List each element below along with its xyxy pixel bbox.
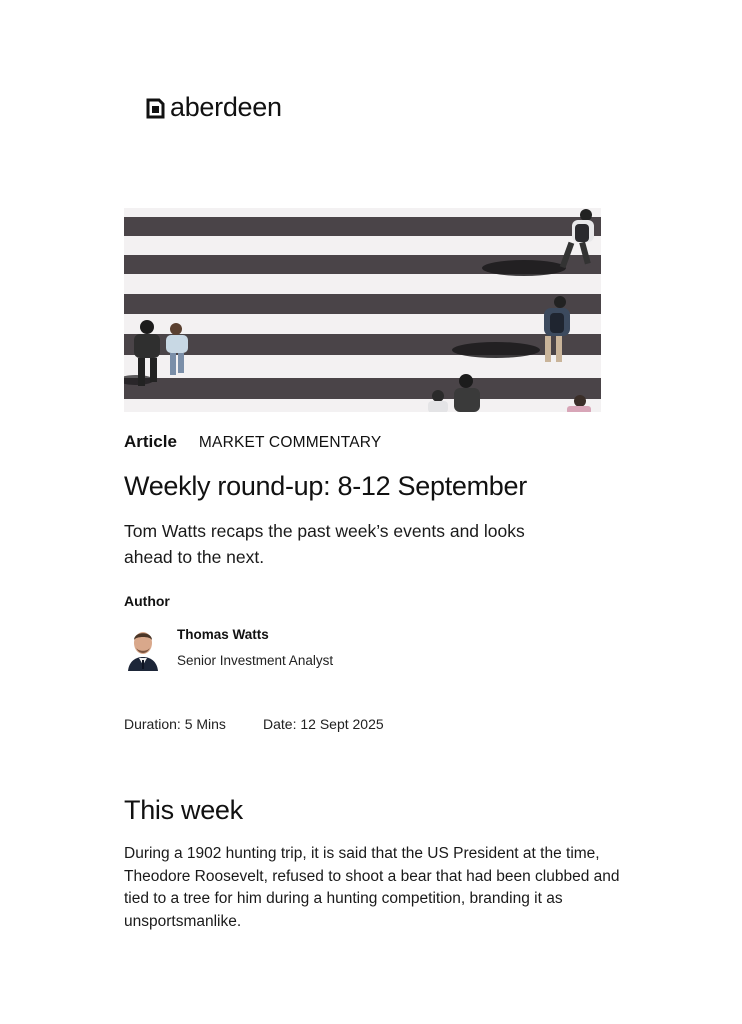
content-type-label: Article xyxy=(124,432,177,451)
author-role: Senior Investment Analyst xyxy=(177,653,334,668)
section-body: During a 1902 hunting trip, it is said that the US President at the time, Theodore Roosevelt, refused to shoot a bear that had been clubbed and tied to a tree for him during a hunting competition, branding it as unsportsmanlike. xyxy=(124,845,620,930)
author-avatar[interactable] xyxy=(126,627,160,671)
section-title: This week xyxy=(124,795,243,825)
author-name[interactable]: Thomas Watts xyxy=(177,627,269,642)
article-meta xyxy=(124,432,381,452)
reading-duration: Duration: 5 Mins xyxy=(124,716,226,732)
category-tag[interactable]: MARKET COMMENTARY xyxy=(198,434,382,451)
article-title: Weekly round-up: 8-12 September xyxy=(124,471,527,501)
publish-date: Date: 12 Sept 2025 xyxy=(263,716,384,732)
aberdeen-mark-icon xyxy=(146,96,166,120)
brand-name: aberdeen xyxy=(170,92,282,122)
hero-image xyxy=(124,208,601,412)
article-summary: Tom Watts recaps the past week’s events and looks ahead to the next. xyxy=(124,521,525,567)
author-heading: Author xyxy=(124,593,170,609)
brand-logo[interactable] xyxy=(146,94,282,121)
